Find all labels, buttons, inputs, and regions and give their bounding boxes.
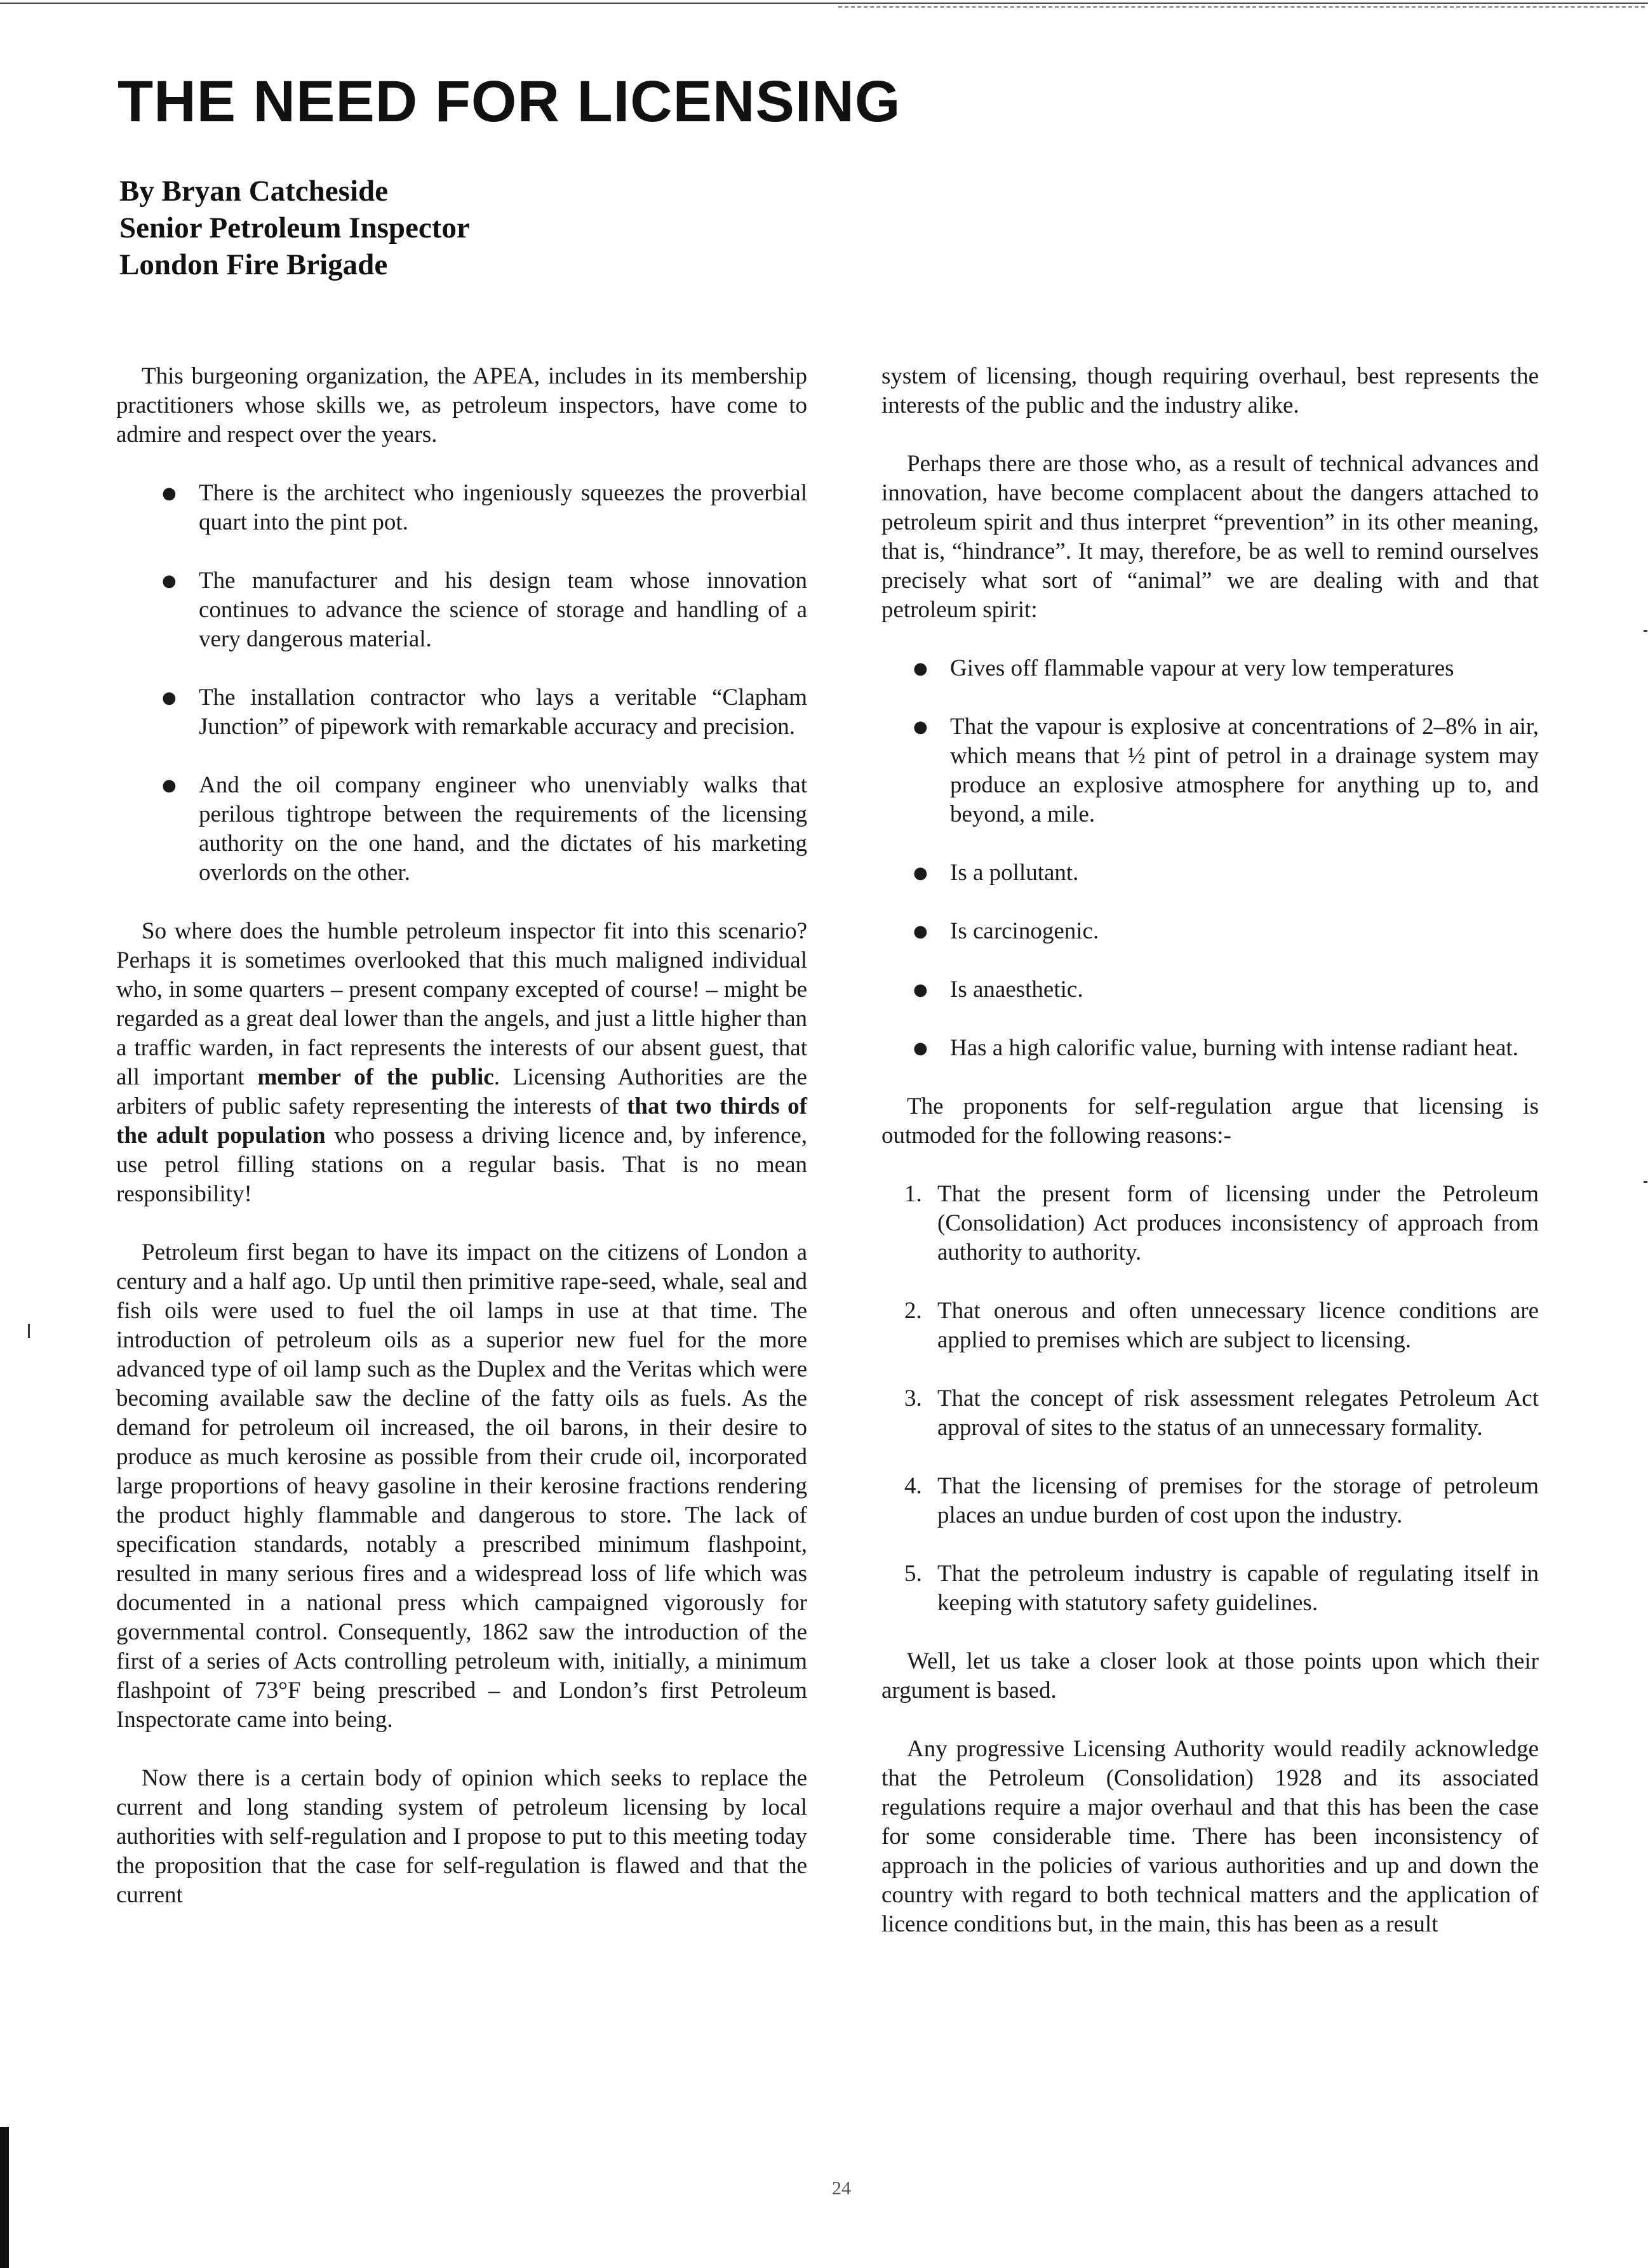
list-item <box>904 1472 1539 1530</box>
list-item: ● The installation contractor who lays a veritable “Clapham Junction” of pipework with remarkable accuracy and precision. <box>199 683 807 742</box>
scan-edge-shadow <box>0 2127 9 2268</box>
list-number: 5. <box>904 1561 922 1587</box>
emphasis-two-thirds: that two thirds of the adult population <box>116 1093 807 1149</box>
list-item <box>904 1384 1539 1443</box>
list-item: ● And the oil company engineer who unenviably walks that perilous tightrope between the requirements of the licensing authority on the one hand, and the dictates of his marketing overlords on the other. <box>199 771 807 888</box>
list-item: ● Is anaesthetic. <box>950 975 1539 1004</box>
list-item <box>904 1297 1539 1355</box>
byline <box>119 173 470 283</box>
text-run: . Licensing Authorities are the arbiters of public safety representing the interests of <box>116 1064 807 1119</box>
list-text: That the petroleum industry is capable of regulating itself in keeping with statutory safety guidelines. <box>937 1561 1539 1616</box>
margin-mark <box>28 1324 30 1338</box>
paragraph-acknowledge: Any progressive Licensing Authority would readily acknowledge that the Petroleum (Consolidation) 1928 and its associated regulations require a major overhaul and that this has been the case for some considerable time. There has been inconsistency of approach in the policies of various authorities and up and down the country with regard to both technical matters and the application of licence conditions but, in the main, this has been as a result <box>881 1736 1539 1937</box>
list-item <box>904 1559 1539 1618</box>
byline-role: Senior Petroleum Inspector <box>119 211 470 244</box>
byline-author: By Bryan Catcheside <box>119 175 388 208</box>
list-text: That the licensing of premises for the storage of petroleum places an undue burden of cost upon the industry. <box>937 1473 1539 1528</box>
list-item <box>904 1180 1539 1267</box>
right-column <box>881 362 1539 1968</box>
list-item: ● The manufacturer and his design team whose innovation continues to advance the science of storage and handling of a very dangerous material. <box>199 566 807 654</box>
list-number: 2. <box>904 1298 922 1324</box>
paragraph-closer-look: Well, let us take a closer look at those points upon which their argument is based. <box>881 1648 1539 1704</box>
list-item: ● There is the architect who ingeniously squeezes the proverbial quart into the pint pot. <box>199 479 807 537</box>
scan-top-line <box>0 3 1648 4</box>
byline-organization: London Fire Brigade <box>119 248 388 281</box>
scan-top-dashes <box>838 6 1645 8</box>
list-text: That the present form of licensing under the Petroleum (Consolidation) Act produces inconsistency of approach from authority to authority. <box>937 1181 1539 1265</box>
petroleum-properties-list <box>881 654 1539 1063</box>
list-text: That onerous and often unnecessary licence conditions are applied to premises which are subject to licensing. <box>937 1298 1539 1353</box>
paragraph-complacency: Perhaps there are those who, as a result of technical advances and innovation, have become complacent about the dangers attached to petroleum spirit and thus interpret “prevention” in its other meaning, that is, “hindrance”. It may, therefore, be as well to remind ourselves precisely what sort of “animal” we are dealing with and that petroleum spirit: <box>881 451 1539 623</box>
margin-mark <box>1644 630 1647 632</box>
emphasis-member-of-public: member of the public <box>257 1064 494 1090</box>
text-run: who possess a driving licence and, by inference, use petrol filling stations on a regular basis. That is no mean responsibility! <box>116 1123 807 1207</box>
margin-mark <box>1644 1181 1647 1183</box>
paragraph-history: Petroleum first began to have its impact on the citizens of London a century and a half ago. Up until then primitive rape-seed, whale, seal and fish oils were used to fuel the oil lamps in use at that time. The introduction of petroleum oils as a superior new fuel for the more advanced type of oil lamp such as the Duplex and the Veritas which were becoming available saw the decline of the fatty oils as fuels. As the demand for petroleum oil increased, the oil barons, in their desire to produce as much kerosine as possible from their crude oil, incorporated large proportions of heavy gasoline in their kerosine fractions rendering the product highly flammable and dangerous to store. The lack of specification standards, notably a prescribed minimum flashpoint, resulted in many serious fires and a widespread loss of life which was documented in a national press which campaigned vigorously for governmental control. Consequently, 1862 saw the introduction of the first of a series of Acts controlling petroleum with, initially, a minimum flashpoint of 73°F being prescribed – and London’s first Petroleum Inspectorate came into being. <box>116 1239 807 1733</box>
list-number: 1. <box>904 1181 922 1207</box>
list-item: ● Is a pollutant. <box>950 858 1539 888</box>
list-item: ● Gives off flammable vapour at very low temperatures <box>950 654 1539 683</box>
paragraph-continued: system of licensing, though requiring overhaul, best represents the interests of the public and the industry alike. <box>881 363 1539 418</box>
article-title: THE NEED FOR LICENSING <box>117 69 901 134</box>
list-number: 3. <box>904 1385 922 1411</box>
intro-paragraph: This burgeoning organization, the APEA, includes in its membership practitioners whose skills we, as petroleum inspectors, have come to admire and respect over the years. <box>116 363 807 448</box>
text-run: So where does the humble petroleum inspector fit into this scenario? Perhaps it is sometimes overlooked that this much maligned individual who, in some quarters – present company excepted of course! – might be regarded as a great deal lower than the angels, and just a little higher than a traffic warden, in fact represents the interests of our absent guest, that all important <box>116 918 807 1090</box>
paragraph-proposition: Now there is a certain body of opinion which seeks to replace the current and long standing system of petroleum licensing by local authorities with self-regulation and I propose to put to this meeting today the proposition that the case for self-regulation is flawed and that the current <box>116 1765 807 1908</box>
left-column <box>116 362 807 1939</box>
list-number: 4. <box>904 1473 922 1499</box>
page-number: 24 <box>832 2178 851 2199</box>
list-item: ● Is carcinogenic. <box>950 917 1539 946</box>
list-item: ● That the vapour is explosive at concentrations of 2–8% in air, which means that ½ pint of petrol in a drainage system may produce an explosive atmosphere for anything up to, and beyond, a mile. <box>950 712 1539 829</box>
reasons-list <box>881 1180 1539 1618</box>
paragraph-proponents: The proponents for self-regulation argue that licensing is outmoded for the following reasons:- <box>881 1093 1539 1149</box>
paragraph-role-of-inspector <box>116 917 807 1209</box>
list-item: ● Has a high calorific value, burning with intense radiant heat. <box>950 1034 1539 1063</box>
practitioner-list <box>116 479 807 888</box>
list-text: That the concept of risk assessment relegates Petroleum Act approval of sites to the status of an unnecessary formality. <box>937 1385 1539 1441</box>
